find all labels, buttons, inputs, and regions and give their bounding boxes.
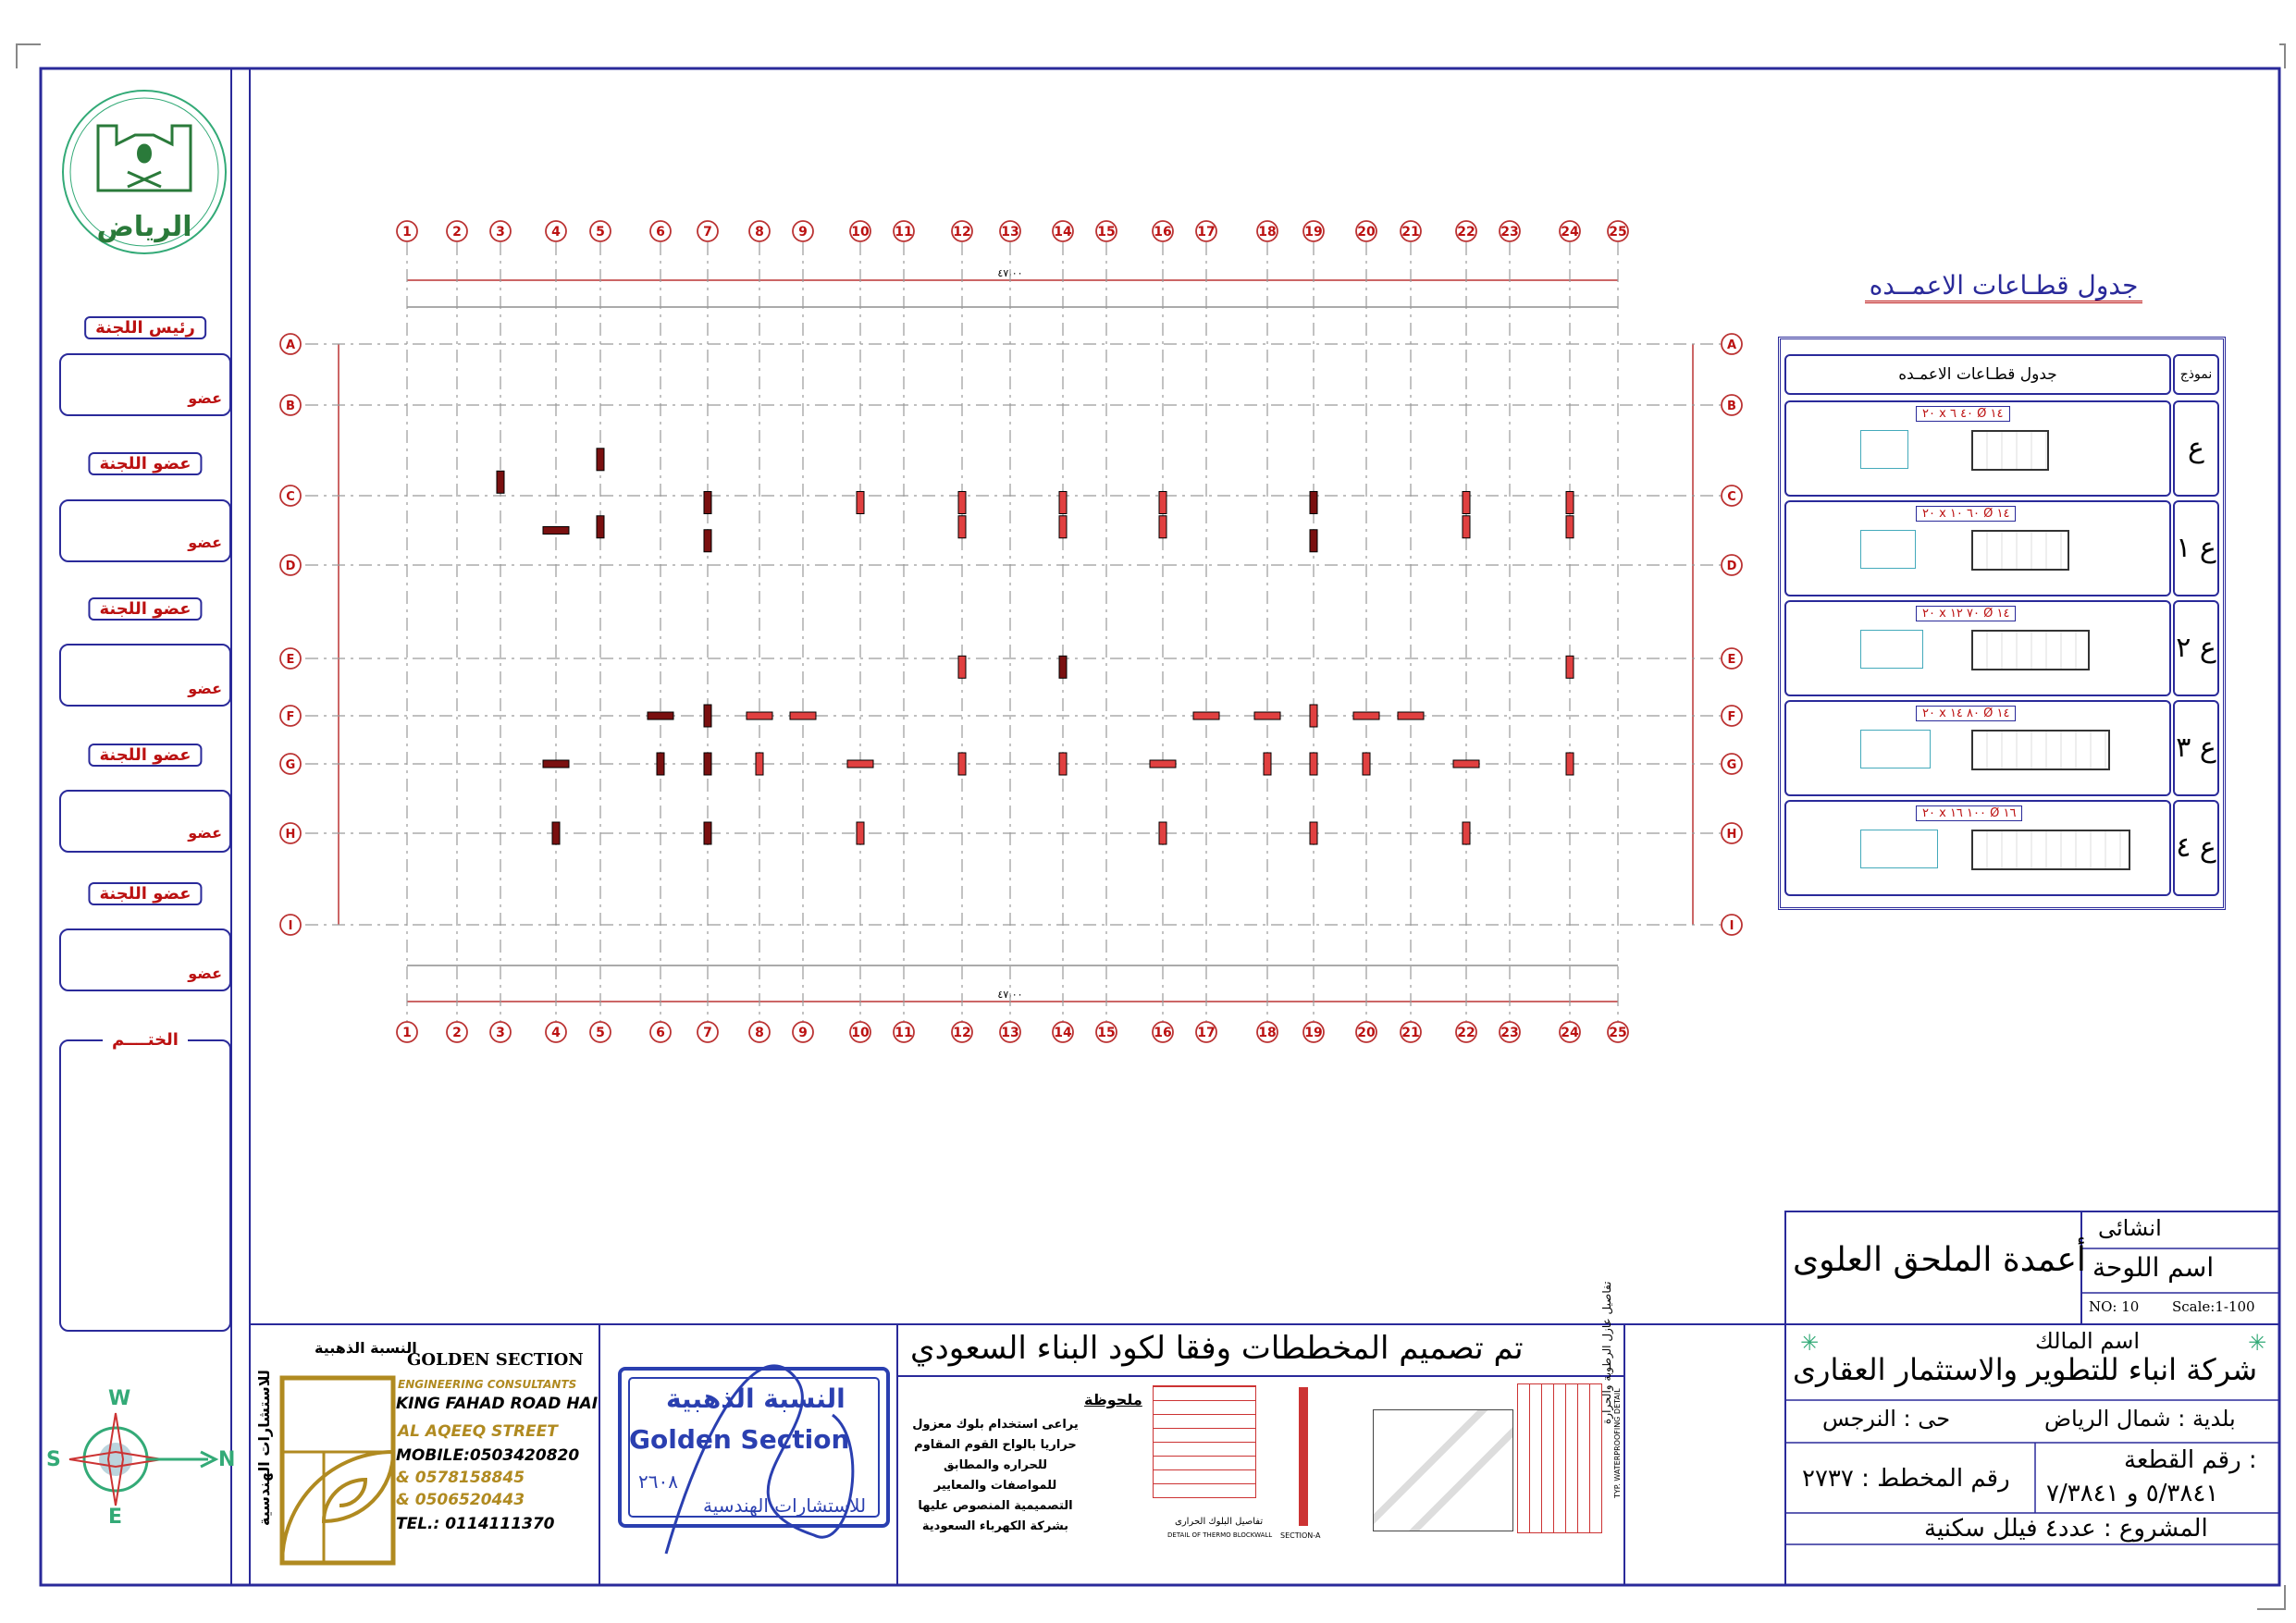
column-mark-14 <box>1059 516 1067 538</box>
column-mark-2 <box>543 527 569 535</box>
column-mark-21 <box>1566 656 1574 678</box>
grid-label-col-17-bottom: 17 <box>1197 1026 1216 1040</box>
compass-rose-icon <box>69 1413 216 1506</box>
grid-label-col-5-bottom: 5 <box>596 1026 605 1040</box>
consultant-subtitle: ENGINEERING CONSULTANTS <box>398 1378 577 1391</box>
column-mark-19 <box>958 656 966 678</box>
grid-label-col-21-top: 21 <box>1401 225 1420 240</box>
grid-label-row-B-right: B <box>1727 400 1736 413</box>
grid-label-row-G-left: G <box>285 758 296 772</box>
grid-label-col-19-top: 19 <box>1304 225 1323 240</box>
grid-label-col-22-bottom: 22 <box>1457 1026 1475 1040</box>
detail-thumb-waterproof <box>1373 1409 1513 1531</box>
grid-label-col-23-bottom: 23 <box>1500 1026 1519 1040</box>
grid-label-row-I-right: I <box>1729 919 1734 933</box>
column-plan-thumb <box>1860 530 1916 569</box>
consultant-tel: TEL.: 0114111370 <box>396 1515 555 1533</box>
grid-label-row-E-left: E <box>286 653 295 667</box>
grid-label-col-15-bottom: 15 <box>1097 1026 1116 1040</box>
column-mark-12 <box>1566 492 1574 514</box>
grid-label-col-20-top: 20 <box>1357 225 1376 240</box>
grid-label-col-8-bottom: 8 <box>755 1026 764 1040</box>
grid-label-row-F-right: F <box>1727 710 1736 724</box>
column-spec: ٢٠ x ٨٠ ١٤ Ø ١٤ <box>1916 706 2016 721</box>
stamp-number: ٢٦٠٨ <box>638 1470 678 1493</box>
project: المشروع : عدد٤ فيلل سكنية <box>1924 1515 2208 1543</box>
corner-mark-br <box>2257 1585 2285 1609</box>
column-mark-41 <box>1363 753 1370 775</box>
grid-label-row-E-right: E <box>1727 653 1736 667</box>
column-mark-4 <box>704 492 711 514</box>
compass-e: E <box>108 1506 123 1529</box>
grid-label-col-25-top: 25 <box>1609 225 1627 240</box>
column-mark-3 <box>597 516 604 538</box>
grid-label-col-15-top: 15 <box>1097 225 1116 240</box>
grid-label-col-9-bottom: 9 <box>798 1026 808 1040</box>
grid-label-col-21-bottom: 21 <box>1401 1026 1420 1040</box>
column-code: ع ٢ <box>2173 600 2219 696</box>
detail-thumb-section <box>1299 1387 1308 1526</box>
sheet-name: أعمدة الملحق العلوى <box>1793 1241 2086 1279</box>
grid-label-row-B-left: B <box>286 400 295 413</box>
sheet-name-label: اسم اللوحة <box>2092 1252 2215 1283</box>
grid-label-col-3-top: 3 <box>496 225 505 240</box>
grid-label-col-20-bottom: 20 <box>1357 1026 1376 1040</box>
column-mark-11 <box>1463 492 1470 514</box>
column-mark-24 <box>747 712 772 719</box>
grid-label-col-3-bottom: 3 <box>496 1026 505 1040</box>
column-table-row <box>1784 500 2171 596</box>
member-text: عضو <box>188 389 222 407</box>
column-mark-0 <box>497 471 504 493</box>
column-table-header: جدول قطـاعات الاعمـده <box>1784 354 2171 395</box>
column-mark-13 <box>958 516 966 538</box>
column-mark-26 <box>1193 712 1219 719</box>
grid-label-col-17-top: 17 <box>1197 225 1216 240</box>
column-mark-43 <box>1566 753 1574 775</box>
grid-label-col-13-top: 13 <box>1001 225 1019 240</box>
grid-label-col-12-bottom: 12 <box>953 1026 971 1040</box>
column-mark-33 <box>704 753 711 775</box>
logo-text: الرياض <box>96 211 192 243</box>
grid-label-col-1-top: 1 <box>402 225 412 240</box>
owner-label: اسم المالك <box>2035 1328 2141 1354</box>
grid-label-col-11-bottom: 11 <box>895 1026 913 1040</box>
column-mark-16 <box>1310 530 1317 552</box>
column-mark-10 <box>1310 492 1317 514</box>
consultant-address-1: KING FAHAD ROAD HAI <box>396 1395 599 1413</box>
committee-member-box-1 <box>59 454 231 562</box>
grid-label-row-A-right: A <box>1726 338 1737 352</box>
column-mark-9 <box>1159 492 1167 514</box>
column-mark-1 <box>597 449 604 471</box>
grid-label-row-C-right: C <box>1727 490 1736 504</box>
detail-1-label: تفاصيل البلوك الحرارى <box>1175 1517 1264 1527</box>
committee-member-box-4 <box>59 884 231 991</box>
structural-plan <box>280 221 1742 1042</box>
committee-member-label-1: عضو اللجنة <box>88 452 202 475</box>
column-spec: ٢٠ x ١٠٠ ١٦ Ø ١٦ <box>1916 805 2022 821</box>
column-table-header-type: نموذج <box>2173 354 2219 395</box>
column-table <box>1778 337 2226 910</box>
column-mark-30 <box>1398 712 1424 719</box>
committee-member-box-2 <box>59 599 231 707</box>
sheet-no: NO: 10 <box>2089 1298 2140 1315</box>
grid-label-col-2-bottom: 2 <box>452 1026 462 1040</box>
compass-n: N <box>218 1448 236 1471</box>
column-section-drawing <box>1971 830 2130 870</box>
grid-label-col-7-bottom: 7 <box>703 1026 712 1040</box>
grid-label-col-18-bottom: 18 <box>1258 1026 1277 1040</box>
grid-label-col-5-top: 5 <box>596 225 605 240</box>
column-table-row <box>1784 400 2171 497</box>
column-mark-45 <box>704 822 711 844</box>
member-text-1: عضو <box>188 534 222 551</box>
column-plan-thumb <box>1860 730 1931 768</box>
column-mark-34 <box>756 753 763 775</box>
column-mark-17 <box>1463 516 1470 538</box>
column-section-drawing <box>1971 730 2110 770</box>
sheet-scale: Scale:1-100 <box>2172 1298 2255 1315</box>
column-mark-47 <box>1159 822 1167 844</box>
compass-s: S <box>46 1448 61 1471</box>
stamp-en: Golden Section <box>629 1424 850 1455</box>
grid-label-row-F-left: F <box>286 710 295 724</box>
consultant-mobile: MOBILE:0503420820 <box>396 1446 580 1465</box>
column-spec: ٢٠ x ٦٠ ١٠ Ø ١٤ <box>1916 506 2016 522</box>
column-mark-48 <box>1310 822 1317 844</box>
grid-label-col-25-bottom: 25 <box>1609 1026 1627 1040</box>
member-text-2: عضو <box>188 680 222 697</box>
detail-1-label-en: DETAIL OF THERMO BLOCKWALL <box>1167 1531 1273 1539</box>
column-table-row <box>1784 600 2171 696</box>
column-code: ع ١ <box>2173 500 2219 596</box>
grid-label-col-13-bottom: 13 <box>1001 1026 1019 1040</box>
municipality: بلدية : شمال الرياض <box>2044 1406 2236 1432</box>
column-plan-thumb <box>1860 830 1938 868</box>
column-mark-25 <box>790 712 816 719</box>
column-section-drawing <box>1971 430 2049 471</box>
column-spec: ٢٠ x ٤٠ ٦ Ø ١٤ <box>1916 406 2010 422</box>
grid-label-row-C-left: C <box>286 490 295 504</box>
grid-label-col-12-top: 12 <box>953 225 971 240</box>
district: حى : النرجس <box>1822 1406 1951 1432</box>
discipline: انشائى <box>2098 1215 2162 1241</box>
palm-icon-left: ✳ <box>1800 1330 1820 1356</box>
detail-2-label: SECTION-A <box>1280 1531 1321 1540</box>
detail-thumb-blockwall <box>1153 1385 1256 1498</box>
detail-3-label: تفاصيل عازل الرطوبة والحرارة <box>1600 1281 1613 1424</box>
corner-mark-tr <box>2279 44 2285 68</box>
column-mark-5 <box>704 530 711 552</box>
grid-label-col-8-top: 8 <box>755 225 764 240</box>
column-mark-35 <box>847 760 873 768</box>
column-table-title: جدول قطـاعات الاعمــده <box>1865 270 2142 303</box>
grid-label-col-6-top: 6 <box>656 225 665 240</box>
grid-label-row-G-right: G <box>1726 758 1737 772</box>
consultant-address-2: AL AQEEQ STREET <box>398 1422 558 1441</box>
total-dim-bottom: ٤٧،٠٠ <box>997 989 1023 1001</box>
grid-label-col-10-bottom: 10 <box>851 1026 870 1040</box>
column-mark-6 <box>857 492 864 514</box>
column-code: ع ٤ <box>2173 800 2219 896</box>
column-mark-42 <box>1453 760 1479 768</box>
note-title: ملحوظة <box>1084 1391 1142 1408</box>
column-section-drawing <box>1971 530 2069 571</box>
owner-name: شركة انباء للتطوير والاستثمار العقارى <box>1793 1352 2258 1387</box>
grid-label-col-2-top: 2 <box>452 225 462 240</box>
column-code: ع <box>2173 400 2219 497</box>
column-section-drawing <box>1971 630 2090 670</box>
column-mark-28 <box>1310 705 1317 727</box>
member-text-3: عضو <box>188 824 222 842</box>
column-mark-15 <box>1159 516 1167 538</box>
grid-label-row-D-right: D <box>1726 559 1737 573</box>
column-mark-40 <box>1310 753 1317 775</box>
grid-label-row-H-left: H <box>285 828 296 842</box>
column-mark-39 <box>1264 753 1271 775</box>
detail-waterproof-table <box>1517 1383 1602 1533</box>
consultant-name-en: GOLDEN SECTION <box>407 1350 584 1370</box>
seal-box <box>59 1030 231 1332</box>
grid-label-col-4-top: 4 <box>551 225 561 240</box>
grid-label-col-23-top: 23 <box>1500 225 1519 240</box>
consultant-phone-3: & 0506520443 <box>396 1491 525 1509</box>
grid-label-row-H-right: H <box>1726 828 1737 842</box>
grid-label-col-1-bottom: 1 <box>402 1026 412 1040</box>
column-mark-46 <box>857 822 864 844</box>
column-mark-27 <box>1254 712 1280 719</box>
grid-label-row-A-left: A <box>285 338 296 352</box>
consultant-name-ar: النسبة الذهبية <box>315 1339 417 1357</box>
committee-head-label: رئيس اللجنة <box>84 316 206 339</box>
consultant-phone-2: & 0578158845 <box>396 1469 525 1487</box>
column-mark-20 <box>1059 656 1067 678</box>
committee-member-label-4: عضو اللجنة <box>88 882 202 905</box>
grid-label-col-18-top: 18 <box>1258 225 1277 240</box>
grid-label-col-7-top: 7 <box>703 225 712 240</box>
plan-label: رقم المخطط : ٢٧٣٧ <box>1802 1465 2010 1493</box>
consultant-name-ar-2: للاستشارات الهندسية <box>255 1370 273 1526</box>
column-mark-49 <box>1463 822 1470 844</box>
grid-label-col-11-top: 11 <box>895 225 913 240</box>
column-table-row <box>1784 700 2171 796</box>
palm-icon-right: ✳ <box>2248 1330 2267 1356</box>
column-mark-29 <box>1353 712 1379 719</box>
column-mark-22 <box>648 712 673 719</box>
total-dim-top: ٤٧،٠٠ <box>997 267 1023 279</box>
column-mark-44 <box>552 822 560 844</box>
member-text-4: عضو <box>188 965 222 982</box>
column-mark-37 <box>1059 753 1067 775</box>
plot-label: رقم القطعة : <box>2124 1446 2257 1474</box>
grid-label-col-9-top: 9 <box>798 225 808 240</box>
column-mark-23 <box>704 705 711 727</box>
note-text: يراعى استخدام بلوك معزول حراريا بالواح القوم المقاوم للحراره والمطابق للمواصفات والمعايير التصميمية المنصوص عليها بشركة الكهرباء السعودية <box>912 1418 1079 1533</box>
column-table-row <box>1784 800 2171 896</box>
committee-member-label-3: عضو اللجنة <box>88 744 202 767</box>
compass-w: W <box>108 1387 131 1410</box>
grid-label-col-24-bottom: 24 <box>1561 1026 1579 1040</box>
seal-label: الختــــم <box>103 1030 188 1050</box>
column-spec: ٢٠ x ٧٠ ١٢ Ø ١٤ <box>1916 606 2016 621</box>
grid-label-col-14-bottom: 14 <box>1054 1026 1072 1040</box>
grid-label-col-6-bottom: 6 <box>656 1026 665 1040</box>
plot-value: ٥/٣٨٤١ و ٧/٣٨٤١ <box>2046 1480 2219 1507</box>
stamp-ar: النسبة الذهبية <box>666 1383 846 1414</box>
grid-label-row-D-left: D <box>285 559 296 573</box>
detail-3-label-en: TYP. WATERPROOFING DETAIL <box>1613 1388 1622 1498</box>
column-plan-thumb <box>1860 430 1908 469</box>
stamp-bottom: للاستشارات الهندسية <box>703 1494 867 1517</box>
column-mark-8 <box>1059 492 1067 514</box>
column-mark-18 <box>1566 516 1574 538</box>
grid-label-col-16-top: 16 <box>1154 225 1172 240</box>
column-plan-thumb <box>1860 630 1923 669</box>
column-mark-7 <box>958 492 966 514</box>
code-notice: تم تصميم المخططات وفقا لكود البناء السعودي <box>910 1330 1524 1367</box>
column-mark-32 <box>657 753 664 775</box>
column-mark-31 <box>543 760 569 768</box>
committee-member-label-2: عضو اللجنة <box>88 597 202 621</box>
committee-head-box <box>59 318 231 416</box>
committee-member-box-3 <box>59 745 231 853</box>
grid-label-col-4-bottom: 4 <box>551 1026 561 1040</box>
grid-label-col-16-bottom: 16 <box>1154 1026 1172 1040</box>
grid-label-col-19-bottom: 19 <box>1304 1026 1323 1040</box>
corner-mark-tl <box>17 44 41 68</box>
golden-spiral-logo <box>282 1378 393 1563</box>
grid-label-col-22-top: 22 <box>1457 225 1475 240</box>
grid-label-row-I-left: I <box>288 919 293 933</box>
column-mark-38 <box>1150 760 1176 768</box>
column-code: ع ٣ <box>2173 700 2219 796</box>
grid-label-col-24-top: 24 <box>1561 225 1579 240</box>
grid-label-col-14-top: 14 <box>1054 225 1072 240</box>
column-mark-36 <box>958 753 966 775</box>
grid-label-col-10-top: 10 <box>851 225 870 240</box>
